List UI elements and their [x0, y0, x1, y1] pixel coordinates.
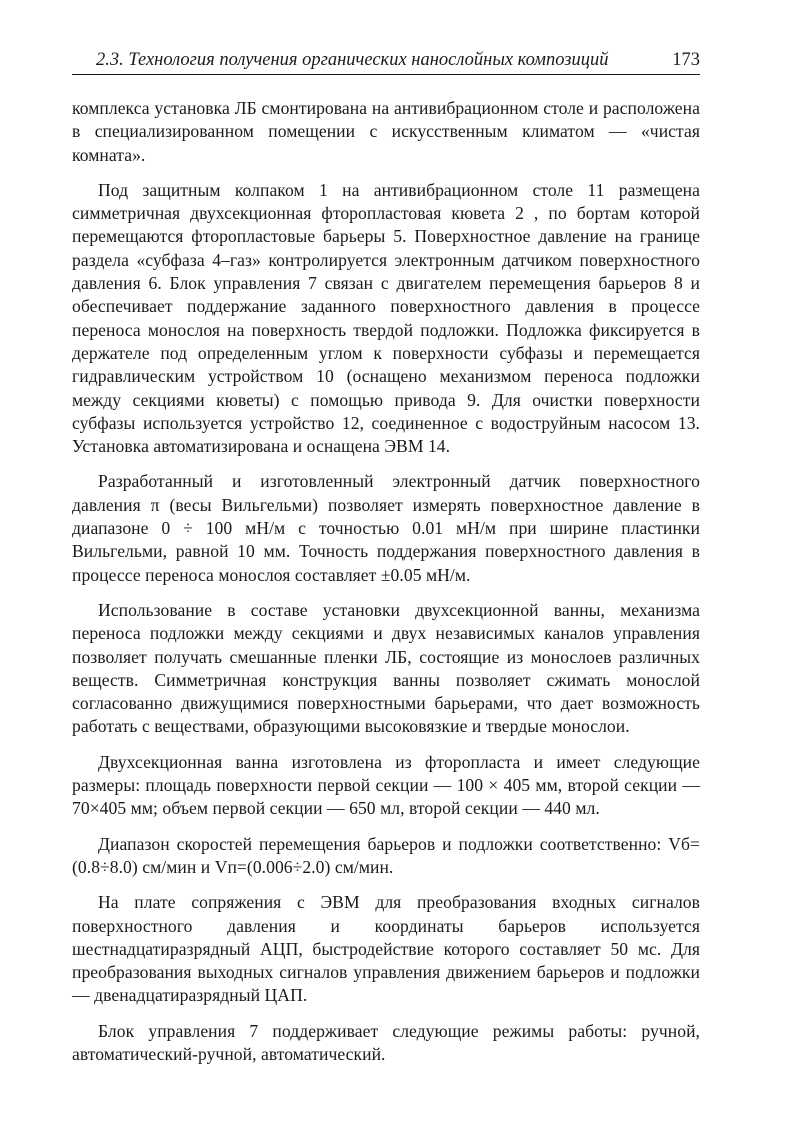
- paragraph-6: Диапазон скоростей перемещения барьеров и подложки соответственно: Vб=(0.8÷8.0) см/мин и Vп=(0.006÷2.0) см/мин.: [72, 833, 700, 877]
- body-text: [72, 97, 700, 1066]
- paragraph-5: Двухсекционная ванна изготовлена из фторопласта и имеет следующие размеры: площадь поверхности первой секции — 100 × 405 мм, второй секции — 70×405 мм; объем первой секции — 650 мл, второй секции — 440 мл.: [72, 751, 700, 819]
- paragraph-7: На плате сопряжения с ЭВМ для преобразования входных сигналов поверхностного давления и координаты барьеров используется шестнадцатиразрядный АЦП, быстродействие которого составляет 50 мс. Для преобразования выходных сигналов управления движением барьеров и подложки — двенадцатиразрядный ЦАП.: [72, 892, 700, 1006]
- paragraph-2: Под защитным колпаком 1 на антивибрационном столе 11 размещена симметричная двухсекционная фторопластовая кювета 2 , по бортам которой перемещаются фторопластовые барьеры 5. Поверхностное давление на границе раздела «субфаза 4–газ» контролируется электронным датчиком поверхностного давления 6. Блок управления 7 связан с двигателем перемещения барьеров 8 и обеспечивает поддержание заданного поверхностного давления в процессе переноса монослоя на поверхность твердой подложки. Подложка фиксируется в держателе под определенным углом к поверхности субфазы и перемещается гидравлическим устройством 10 (оснащено механизмом переноса подложки между секциями кюветы) с помощью привода 9. Для очистки поверхности субфазы используется устройство 12, соединенное с водоструйным насосом 13. Установка автоматизирована и оснащена ЭВМ 14.: [72, 179, 700, 457]
- book-page: [72, 48, 700, 1066]
- chapter-title: 2.3. Технология получения органических нанослойных композиций: [96, 50, 609, 70]
- paragraph-8: Блок управления 7 поддерживает следующие режимы работы: ручной, автоматический-ручной, автоматический.: [72, 1020, 700, 1064]
- running-header: [72, 48, 700, 75]
- paragraph-1: комплекса установка ЛБ смонтирована на антивибрационном столе и расположена в специализированном помещении с искусственным климатом — «чистая комната».: [72, 98, 700, 165]
- page-number: 173: [672, 50, 700, 70]
- paragraph-3: Разработанный и изготовленный электронный датчик поверхностного давления π (весы Вильгельми) позволяет измерять поверхностное давление в диапазоне 0 ÷ 100 мН/м с точностью 0.01 мН/м при ширине пластинки Вильгельми, равной 10 мм. Точность поддержания поверхностного давления в процессе переноса монослоя составляет ±0.05 мН/м.: [72, 471, 700, 585]
- paragraph-4: Использование в составе установки двухсекционной ванны, механизма переноса подложки между секциями и двух независимых каналов управления позволяет получать смешанные пленки ЛБ, состоящие из монослоев различных веществ. Симметричная конструкция ванны позволяет сжимать монослой согласованно движущимися поверхностными барьерами, что дает возможность работать с веществами, образующими высоковязкие и твердые монослои.: [72, 599, 700, 737]
